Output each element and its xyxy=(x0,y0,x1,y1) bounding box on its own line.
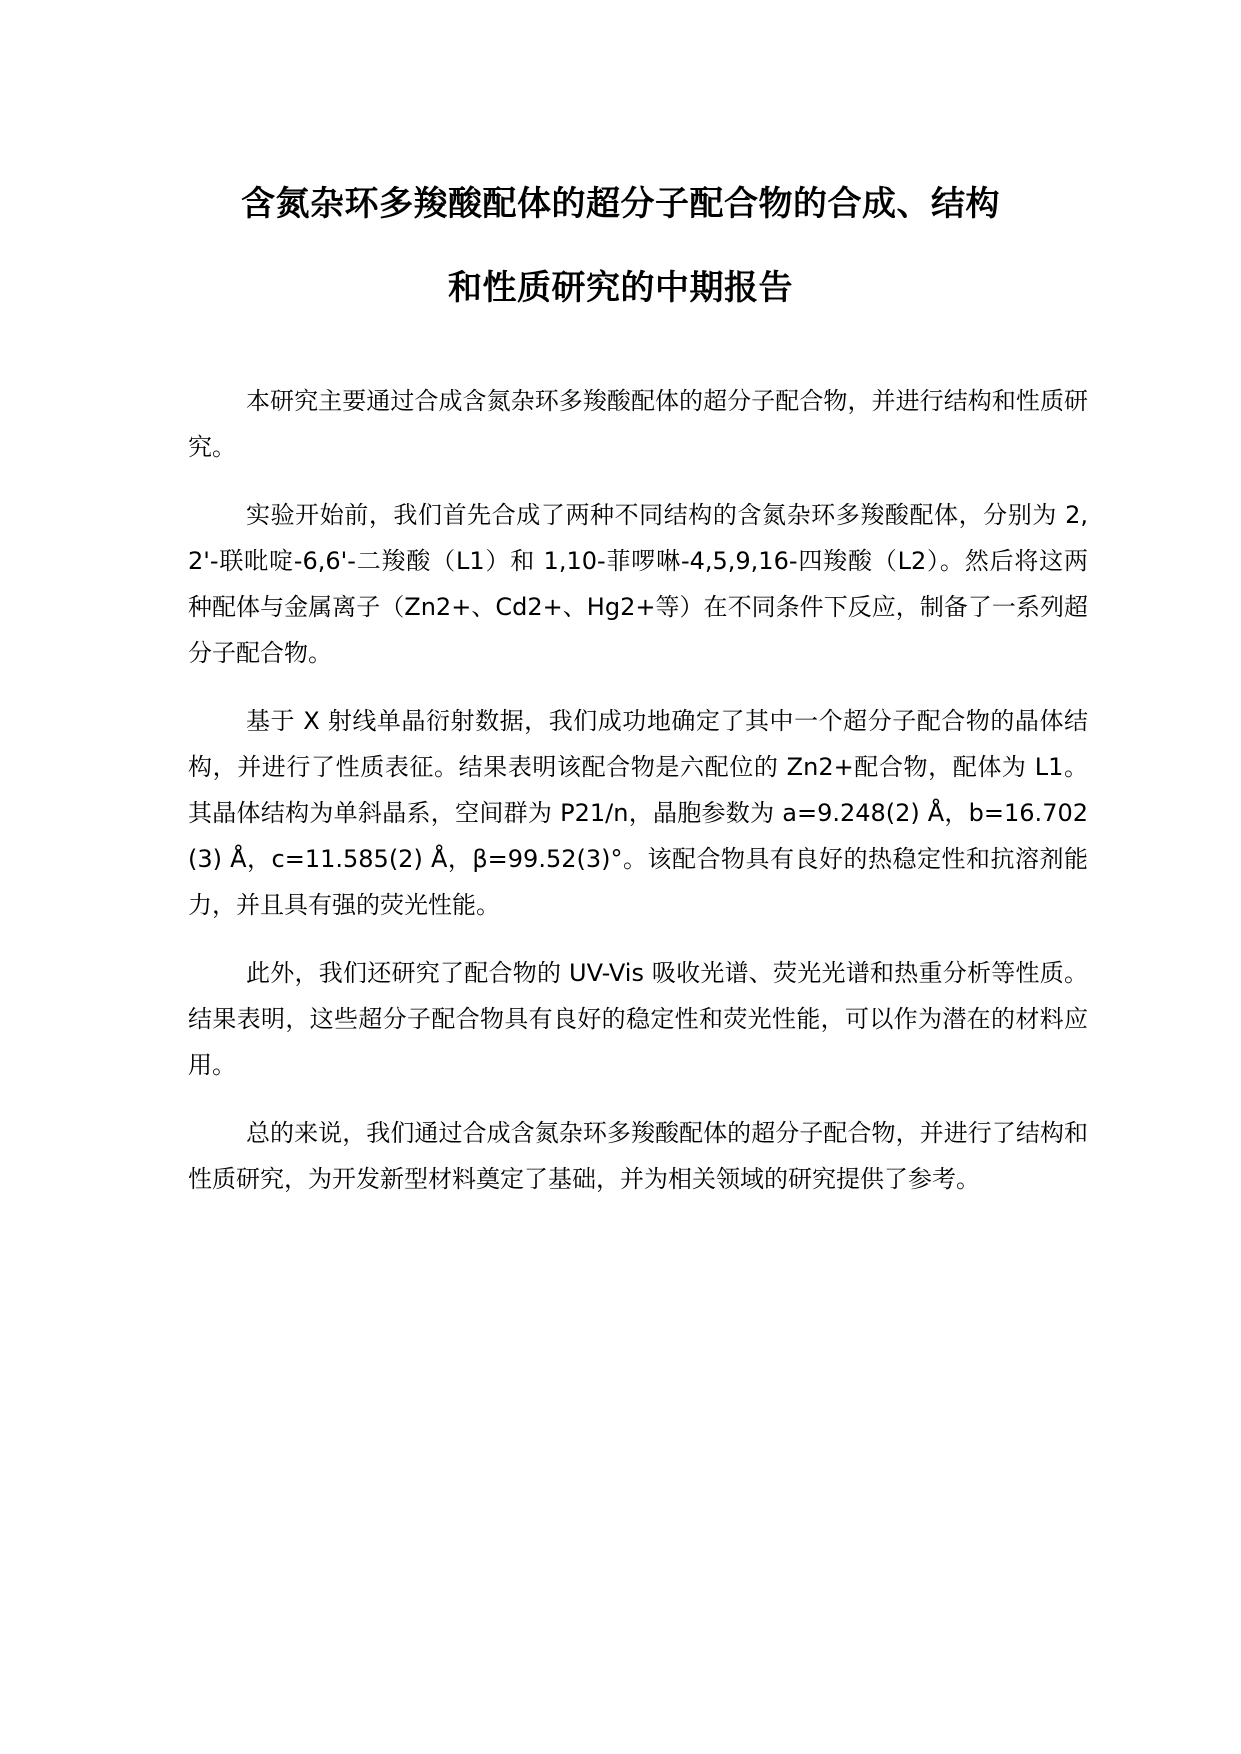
paragraph-intro: 本研究主要通过合成含氮杂环多羧酸配体的超分子配合物，并进行结构和性质研究。 xyxy=(188,387,1088,461)
paragraph-crystal-structure: 基于 X 射线单晶衍射数据，我们成功地确定了其中一个超分子配合物的晶体结构，并进行了性质表征。结果表明该配合物是六配位的 Zn2+配合物，配体为 L1。其晶体结构为单斜晶系，空间群为 P21/n，晶胞参数为 a=9.248(2) Å，b=16.702(3) Å，c=11.585(2) Å，β=99.52(3)°。该配合物具有良好的热稳定性和抗溶剂能力，并且具有强的荧光性能。 xyxy=(188,707,1088,919)
document-body xyxy=(188,378,1088,1224)
paragraph-properties: 此外，我们还研究了配合物的 UV-Vis 吸收光谱、荧光光谱和热重分析等性质。结果表明，这些超分子配合物具有良好的稳定性和荧光性能，可以作为潜在的材料应用。 xyxy=(188,959,1088,1079)
paragraph-synthesis: 实验开始前，我们首先合成了两种不同结构的含氮杂环多羧酸配体，分别为 2,2'-联吡啶-6,6'-二羧酸（L1）和 1,10-菲啰啉-4,5,9,16-四羧酸（L2）。然后将这两种配体与金属离子（Zn2+、Cd2+、Hg2+等）在不同条件下反应，制备了一系列超分子配合物。 xyxy=(188,501,1088,667)
document-title-line-1: 含氮杂环多羧酸配体的超分子配合物的合成、结构 xyxy=(241,184,1000,224)
paragraph-conclusion: 总的来说，我们通过合成含氮杂环多羧酸配体的超分子配合物，并进行了结构和性质研究，为开发新型材料奠定了基础，并为相关领域的研究提供了参考。 xyxy=(188,1119,1088,1193)
document-title-line-2: 和性质研究的中期报告 xyxy=(448,268,793,308)
